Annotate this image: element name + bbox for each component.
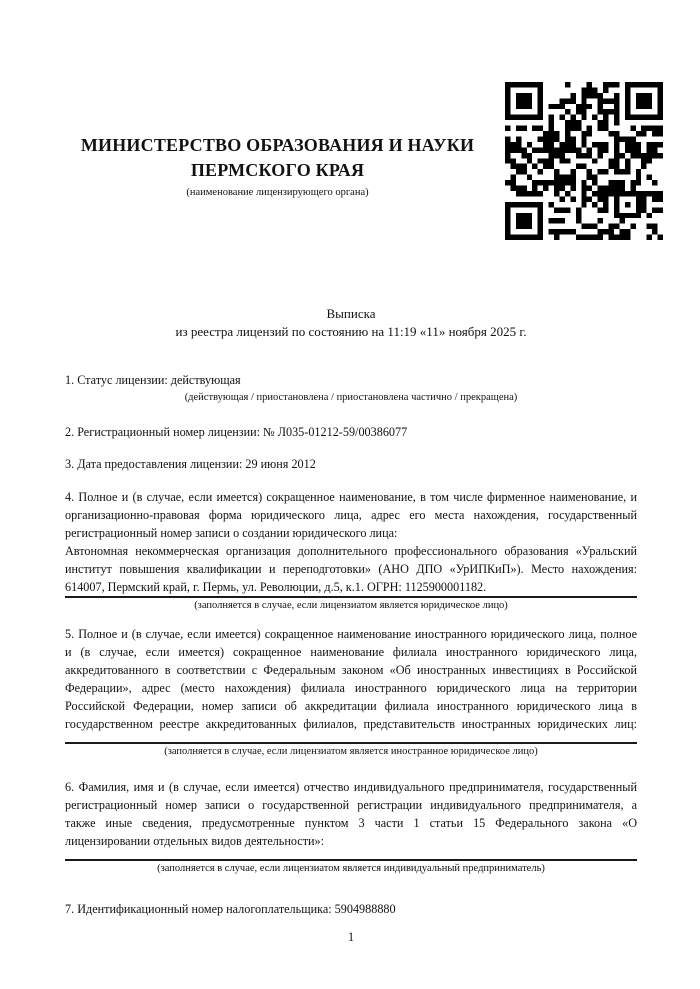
item-1-status-options-note: (действующая / приостановлена / приостановлена частично / прекращена) xyxy=(184,392,518,403)
item-4-legal-entity-paragraph xyxy=(65,488,637,596)
item-5-line: государственном реестре аккредитованных филиалов, представительств иностранных юридических лиц: xyxy=(65,717,637,731)
licensing-authority-note: (наименование лицензирующего органа) xyxy=(186,187,369,198)
item-5-note: (заполняется в случае, если лицензиатом является иностранное юридическое лицо) xyxy=(164,746,538,757)
item-6-line: также иные сведения, предусмотренные пунктом 3 части 1 статьи 15 Федерального закона «О xyxy=(65,816,637,830)
item-5-foreign-entity-paragraph xyxy=(65,625,637,733)
item-4-fill-in-rule xyxy=(65,596,637,598)
item-6-line: лицензировании отдельных видов деятельности»: xyxy=(65,834,325,848)
item-6-line: регистрационный номер записи о государственной регистрации индивидуального предпринимателя, а xyxy=(65,798,637,812)
item-6-individual-paragraph xyxy=(65,778,637,850)
ministry-name-line1: МИНИСТЕРСТВО ОБРАЗОВАНИЯ И НАУКИ xyxy=(80,135,475,155)
document-title-line2: из реестра лицензий по состоянию на 11:19 «11» ноября 2025 г. xyxy=(175,324,527,339)
item-7-taxpayer-number: 7. Идентификационный номер налогоплательщика: 5904988880 xyxy=(65,902,396,916)
item-5-line: Российской Федерации, номер записи об аккредитации филиала иностранного юридического лица в xyxy=(65,699,637,713)
item-5-line: аккредитованного в соответствии с Федеральным законом «Об иностранных инвестициях в Российской xyxy=(65,663,637,677)
item-4-value-line: институт повышения квалификации и переподготовки» (АНО ДПО «УрИПКиП»). Место нахождения: xyxy=(65,562,637,576)
page-number: 1 xyxy=(347,930,355,944)
item-3-grant-date: 3. Дата предоставления лицензии: 29 июня 2012 xyxy=(65,457,316,471)
item-4-value-line: Автономная некоммерческая организация дополнительного профессионального образования «Уральский xyxy=(65,544,637,558)
item-6-line: 6. Фамилия, имя и (в случае, если имеется) отчество индивидуального предпринимателя, государственный xyxy=(65,780,637,794)
item-5-line: Федерации», адрес (место нахождения) филиала иностранного юридического лица на территории xyxy=(65,681,637,695)
item-5-fill-in-rule xyxy=(65,742,637,744)
item-4-line: регистрационный номер записи о создании юридического лица: xyxy=(65,526,398,540)
ministry-name-line2: ПЕРМСКОГО КРАЯ xyxy=(190,160,365,180)
item-4-line: организационно-правовая форма юридического лица, адрес его места нахождения, государственный xyxy=(65,508,637,522)
document-title-line1: Выписка xyxy=(326,306,376,321)
document-title xyxy=(65,305,637,341)
item-1-license-status: 1. Статус лицензии: действующая xyxy=(65,373,241,387)
item-6-fill-in-rule xyxy=(65,859,637,861)
qr-code-image xyxy=(505,82,663,240)
licensing-authority-header xyxy=(65,133,490,199)
item-2-registration-number: 2. Регистрационный номер лицензии: № Л035-01212-59/00386077 xyxy=(65,425,408,439)
item-5-line: и (в случае, если имеется) сокращенное наименование филиала иностранного юридического лица, xyxy=(65,645,637,659)
item-4-line: 4. Полное и (в случае, если имеется) сокращенное наименование, в том числе фирменное наименование, и xyxy=(65,490,637,504)
item-6-note: (заполняется в случае, если лицензиатом является индивидуальный предприниматель) xyxy=(157,863,545,874)
qr-code-icon xyxy=(505,82,663,240)
item-4-value-line: 614007, Пермский край, г. Пермь, ул. Революции, д.5, к.1. ОГРН: 1125900001182. xyxy=(65,580,487,594)
item-5-line: 5. Полное и (в случае, если имеется) сокращенное наименование иностранного юридического лица, полное xyxy=(65,627,637,641)
item-4-note: (заполняется в случае, если лицензиатом является юридическое лицо) xyxy=(194,600,508,611)
